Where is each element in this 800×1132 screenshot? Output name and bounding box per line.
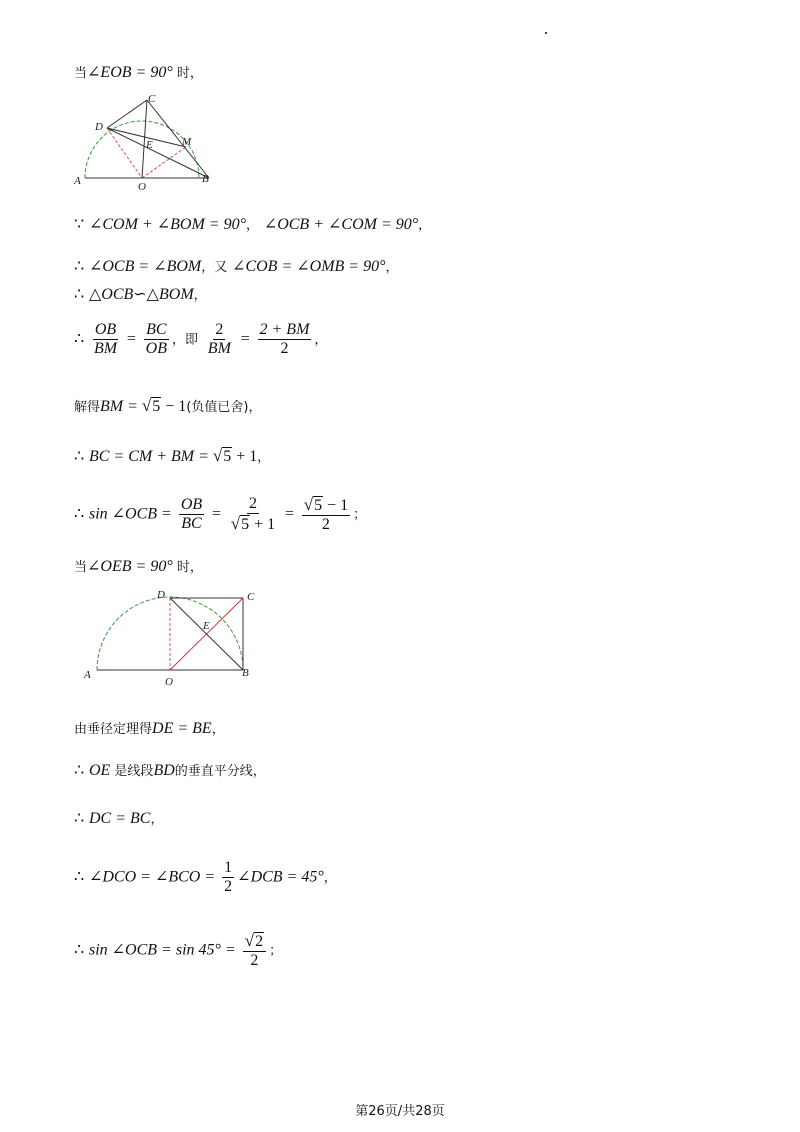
fig2-label-e: E (203, 620, 210, 632)
conclusion-line-angles (74, 256, 399, 278)
perpendicular-diameter-line (74, 718, 225, 740)
therefore-symbol: ∴ (74, 328, 85, 348)
sqrt-2: √ 2 (244, 931, 264, 950)
radicand: 2 (255, 933, 264, 950)
fig1-label-m: M (182, 136, 192, 148)
fraction-ob-bm (92, 322, 119, 357)
expr-minus-1: − 1 (161, 398, 187, 415)
expr-ocb-bom: ∠OCB = ∠BOM (88, 258, 202, 275)
numerator: OB (94, 321, 117, 338)
therefore-symbol: ∴ (74, 866, 85, 886)
text-perp-bisector: 的垂直平分线， (174, 764, 266, 779)
comma: ， (323, 870, 337, 886)
expr-sin-45: sin ∠OCB = sin 45° = (88, 941, 240, 959)
therefore-symbol: ∴ (74, 256, 85, 275)
sin-ocb-result-1 (74, 496, 366, 533)
expr-minus-1: − 1 (323, 497, 349, 514)
dc-bc-line (74, 808, 163, 830)
therefore-symbol: ∴ (74, 284, 85, 303)
comma: ， (211, 722, 225, 737)
fig1-label-a: A (74, 175, 81, 187)
fraction-sqrt2-over-2 (243, 932, 266, 969)
expr-dc-bc: DC = BC (88, 810, 151, 827)
radicand: 5 (241, 516, 250, 533)
therefore-symbol: ∴ (74, 808, 85, 827)
numerator: 1 (224, 859, 233, 876)
numerator: OB (180, 496, 203, 513)
sqrt-5: √ 5 (141, 396, 161, 415)
text-you: ，又 (201, 260, 228, 275)
therefore-symbol: ∴ (74, 503, 85, 523)
fig2-label-b: B (242, 667, 249, 679)
expr-com-bom: ∠COM + ∠BOM = 90° (88, 216, 246, 233)
denominator: BC (181, 515, 202, 532)
denominator: 2 (224, 878, 233, 895)
bisector-line (74, 760, 266, 782)
fraction-bc-ob (144, 322, 169, 357)
expr-dco-bco: ∠DCO = ∠BCO = (88, 868, 220, 886)
fraction-sqrt5minus1-over-2 (302, 496, 350, 533)
fraction-2-over-sqrt5plus1 (229, 496, 277, 533)
sin-ocb-result-2 (74, 932, 282, 969)
ratio-line (74, 322, 327, 357)
reason-line-angles (74, 214, 431, 236)
denominator: BM (207, 340, 231, 357)
numerator: BC (146, 321, 167, 338)
comma: ， (385, 260, 399, 275)
sqrt-5: √ 5 (230, 514, 250, 533)
page-speck (545, 32, 547, 34)
sqrt-5: √ 5 (212, 446, 232, 465)
equals: = (240, 330, 250, 348)
fraction-2plusbm-2 (258, 322, 312, 357)
denominator: 2 (250, 952, 259, 969)
fig1-line-dc (107, 100, 147, 128)
condition-oeb-line (74, 556, 203, 578)
expr-bm-equals: BM = (100, 398, 142, 415)
text-dang: 当 (74, 66, 88, 81)
text-jiede: 解得 (74, 400, 101, 415)
page-footer: 第26页/共28页 (355, 1104, 445, 1119)
expr-eob: ∠EOB = 90° (87, 64, 173, 81)
angle-45-line (74, 860, 337, 895)
fraction-ob-bc (179, 497, 204, 532)
text-shi: 时， (172, 560, 203, 575)
bc-length-line (74, 446, 270, 468)
fig1-label-o: O (138, 181, 146, 193)
text-segment: 是线段 (110, 764, 154, 779)
fig2-label-d: D (157, 589, 165, 601)
expr-sin-ocb: sin ∠OCB = (88, 505, 176, 523)
semicolon: ； (353, 507, 367, 523)
numerator: 2 + BM (259, 321, 310, 338)
expr-oeb: ∠OEB = 90° (87, 558, 173, 575)
comma: ， (193, 288, 207, 303)
expr-plus-1: + 1 (232, 448, 258, 465)
numerator: 2 (215, 321, 224, 338)
condition-eob-line (74, 62, 203, 84)
expr-bc-sum: BC = CM + BM = (88, 448, 213, 465)
text-negative-discarded: (负值已舍)， (186, 400, 262, 415)
comma: ， (314, 332, 328, 348)
solve-bm-line (74, 396, 261, 418)
fig1-label-e: E (146, 139, 153, 151)
denominator: OB (145, 340, 167, 357)
figure-2-diagram (80, 584, 270, 688)
radicand: 5 (314, 497, 323, 514)
comma: ， (150, 812, 164, 827)
equals: = (284, 505, 294, 523)
semicolon: ； (269, 943, 283, 959)
expr-de-be: DE = BE (152, 720, 212, 737)
text-dang: 当 (74, 560, 88, 575)
text-shi: 时， (172, 66, 203, 81)
denominator: 2 (280, 340, 289, 357)
fig1-line-cb (147, 100, 209, 178)
text-ji: ，即 (172, 332, 199, 348)
expr-bd: BD (153, 762, 175, 779)
comma: ， (257, 450, 271, 465)
expr-ocb-com: ∠OCB + ∠COM = 90° (263, 216, 419, 233)
numerator: 2 (248, 495, 257, 512)
expr-oe: OE (88, 762, 111, 779)
text-theorem: 由垂径定理得 (74, 722, 153, 737)
expr-plus-1: + 1 (250, 516, 276, 533)
radicand: 5 (152, 398, 161, 415)
therefore-symbol: ∴ (74, 760, 85, 779)
denominator: BM (93, 340, 118, 357)
fraction-2-bm (206, 322, 233, 357)
similar-triangles-line (74, 284, 207, 306)
fig1-line-om (142, 147, 186, 178)
fig2-label-c: C (247, 591, 255, 603)
fig1-label-b: B (202, 173, 209, 185)
denominator: 2 (321, 516, 330, 533)
fraction-one-half (222, 860, 234, 895)
expr-dcb-45: ∠DCB = 45° (237, 868, 324, 886)
equals: = (211, 505, 221, 523)
equals: = (126, 330, 136, 348)
therefore-symbol: ∴ (74, 446, 85, 465)
fig1-label-c: C (148, 93, 156, 105)
sqrt-5: √ 5 (303, 495, 323, 514)
because-symbol: ∵ (74, 214, 85, 233)
therefore-symbol: ∴ (74, 939, 85, 959)
comma: ， (245, 218, 259, 233)
expr-similar: △OCB∽△BOM (88, 286, 194, 303)
fig1-label-d: D (95, 121, 103, 133)
fig2-label-o: O (165, 676, 173, 688)
radicand: 5 (223, 448, 232, 465)
fig2-label-a: A (84, 669, 91, 681)
comma: ， (418, 218, 432, 233)
figure-1-diagram (70, 92, 220, 194)
expr-cob-omb: ∠COB = ∠OMB = 90° (232, 258, 386, 275)
